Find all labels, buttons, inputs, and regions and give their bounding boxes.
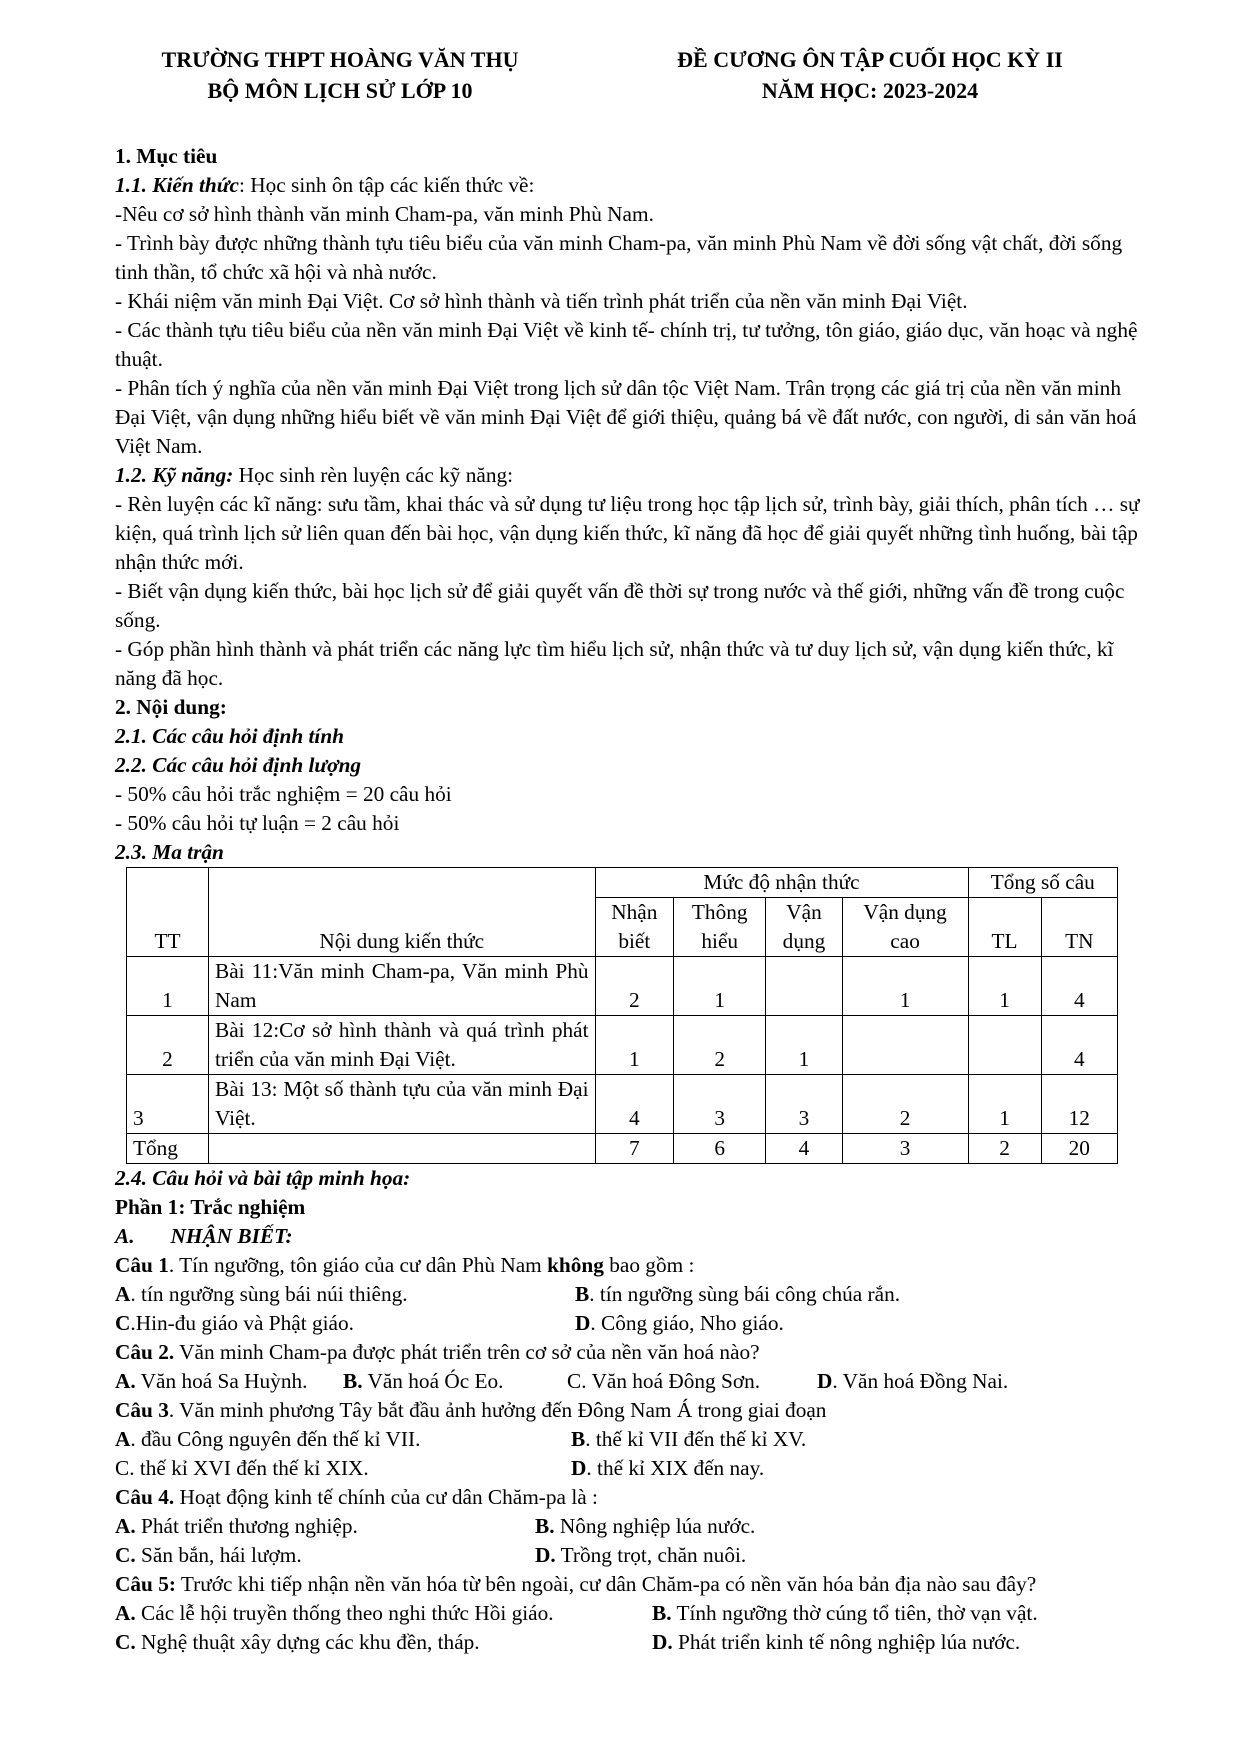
question-4-options-row-2 xyxy=(115,1541,1150,1570)
row-application: 3 xyxy=(766,1075,842,1134)
option-text: Các lễ hội truyền thống theo nghi thức Hồi giáo. xyxy=(135,1601,554,1625)
level-letter: A. xyxy=(115,1224,135,1248)
question-text: . Tín ngưỡng, tôn giáo của cư dân Phù Nam xyxy=(168,1253,548,1277)
skills-item: - Góp phần hình thành và phát triển các năng lực tìm hiểu lịch sử, nhận thức và tư duy lịch sử, vận dụng kiến thức, kĩ năng đã học. xyxy=(115,637,1114,690)
assessment-matrix-table xyxy=(126,867,1118,1164)
option-c[interactable] xyxy=(567,1367,817,1396)
header-application: Vận dụng xyxy=(766,898,842,957)
section-title-content: 2. Nội dung: xyxy=(115,695,227,719)
row-application xyxy=(766,957,842,1016)
option-text: Văn hoá Sa Huỳnh. xyxy=(135,1369,308,1393)
table-row xyxy=(127,957,1118,1016)
option-letter: A xyxy=(115,1282,131,1306)
option-c[interactable] xyxy=(115,1309,575,1338)
row-essay: 1 xyxy=(968,957,1041,1016)
row-advanced-application: 2 xyxy=(842,1075,968,1134)
option-letter: C xyxy=(115,1456,130,1480)
school-year: NĂM HỌC: 2023-2024 xyxy=(761,78,979,103)
option-text: .Hin-đu giáo và Phật giáo. xyxy=(130,1311,354,1335)
total-advanced-application: 3 xyxy=(842,1134,968,1164)
option-c[interactable] xyxy=(115,1541,535,1570)
option-letter: B. xyxy=(343,1369,363,1393)
option-text: Phát triển kinh tế nông nghiệp lúa nước. xyxy=(672,1630,1021,1654)
header-cognitive-level: Mức độ nhận thức xyxy=(595,868,968,898)
option-a[interactable] xyxy=(115,1280,575,1309)
row-tt: 2 xyxy=(127,1016,209,1075)
option-a[interactable] xyxy=(115,1599,652,1628)
header-total-questions: Tổng số câu xyxy=(968,868,1118,898)
option-letter: D xyxy=(575,1311,591,1335)
question-text: Hoạt động kinh tế chính của cư dân Chăm-pa là : xyxy=(174,1485,598,1509)
table-row xyxy=(127,1016,1118,1075)
row-advanced-application: 1 xyxy=(842,957,968,1016)
question-text: Trước khi tiếp nhận nền văn hóa từ bên ngoài, cư dân Chăm-pa có nền văn hóa bản địa nào sau đây? xyxy=(175,1572,1037,1596)
level-name: NHẬN BIẾT: xyxy=(170,1224,293,1248)
row-comprehension: 2 xyxy=(674,1016,766,1075)
option-text: . Công giáo, Nho giáo. xyxy=(590,1311,784,1335)
multiple-choice-ratio: - 50% câu hỏi trắc nghiệm = 20 câu hỏi xyxy=(115,782,452,806)
question-3-options-row-1 xyxy=(115,1425,1150,1454)
part1-heading: Phần 1: Trắc nghiệm xyxy=(115,1195,306,1219)
option-text: Trồng trọt, chăn nuôi. xyxy=(555,1543,747,1567)
total-empty xyxy=(209,1134,596,1164)
row-application: 1 xyxy=(766,1016,842,1075)
option-letter: C. xyxy=(115,1543,136,1567)
row-tt: 3 xyxy=(127,1075,209,1134)
row-essay: 1 xyxy=(968,1075,1041,1134)
header-comprehension: Thông hiểu xyxy=(674,898,766,957)
option-letter: A xyxy=(115,1427,131,1451)
row-content: Bài 12:Cơ sở hình thành và quá trình phát triển của văn minh Đại Việt. xyxy=(209,1016,596,1075)
header-advanced-application: Vận dụng cao xyxy=(842,898,968,957)
option-letter: C xyxy=(567,1369,582,1393)
department-name: BỘ MÔN LỊCH SỬ LỚP 10 xyxy=(207,78,473,103)
total-recognition: 7 xyxy=(595,1134,674,1164)
total-essay: 2 xyxy=(968,1134,1041,1164)
option-d[interactable] xyxy=(571,1454,764,1483)
document-body xyxy=(115,142,1150,1657)
illustrative-questions-heading: 2.4. Câu hỏi và bài tập minh họa: xyxy=(115,1166,411,1190)
knowledge-label: 1.1. Kiến thức xyxy=(115,173,239,197)
knowledge-item: - Các thành tựu tiêu biểu của nền văn minh Đại Việt về kinh tế- chính trị, tư tưởng, tôn giáo, giáo dục, văn hoạc và nghệ thuật. xyxy=(115,318,1138,371)
option-b[interactable] xyxy=(535,1512,755,1541)
question-5-options-row-2 xyxy=(115,1628,1150,1657)
row-comprehension: 1 xyxy=(674,957,766,1016)
knowledge-item: - Khái niệm văn minh Đại Việt. Cơ sở hình thành và tiến trình phát triển của nền văn minh Đại Việt. xyxy=(115,289,968,313)
total-label: Tổng xyxy=(127,1134,209,1164)
option-letter: D. xyxy=(535,1543,556,1567)
skills-item: - Rèn luyện các kĩ năng: sưu tầm, khai thác và sử dụng tư liệu trong học tập lịch sử, trình bày, giải thích, phân tích … sự kiện, quá trình lịch sử liên quan đến bài học, vận dụng kiến thức, kĩ năng đã học để giải quyết những tình huống, bài tập nhận thức mới. xyxy=(115,492,1140,574)
total-comprehension: 6 xyxy=(674,1134,766,1164)
option-d[interactable] xyxy=(575,1309,784,1338)
option-d[interactable] xyxy=(817,1367,1008,1396)
matrix-header-row xyxy=(127,868,1118,898)
header-content: Nội dung kiến thức xyxy=(209,868,596,957)
table-row xyxy=(127,1075,1118,1134)
header-left xyxy=(120,44,560,106)
row-content: Bài 11:Văn minh Cham-pa, Văn minh Phù Nam xyxy=(209,957,596,1016)
level-heading xyxy=(115,1222,1150,1251)
question-4 xyxy=(115,1483,1150,1512)
question-3 xyxy=(115,1396,1150,1425)
option-a[interactable] xyxy=(115,1367,343,1396)
question-5-options-row-1 xyxy=(115,1599,1150,1628)
option-text: . thế kỉ XIX đến nay. xyxy=(586,1456,765,1480)
skills-intro: Học sinh rèn luyện các kỹ năng: xyxy=(233,463,514,487)
quantitative-questions-heading: 2.2. Các câu hỏi định lượng xyxy=(115,753,362,777)
knowledge-intro: : Học sinh ôn tập các kiến thức về: xyxy=(239,173,535,197)
option-a[interactable] xyxy=(115,1512,535,1541)
total-application: 4 xyxy=(766,1134,842,1164)
option-text: Tính ngưỡng thờ cúng tổ tiên, thờ vạn vật. xyxy=(671,1601,1038,1625)
option-letter: C xyxy=(115,1311,131,1335)
question-number: Câu 1 xyxy=(115,1253,169,1277)
row-multiple-choice: 4 xyxy=(1041,957,1117,1016)
question-number: Câu 5: xyxy=(115,1572,176,1596)
section-title-objectives: 1. Mục tiêu xyxy=(115,144,218,168)
row-content: Bài 13: Một số thành tựu của văn minh Đại Việt. xyxy=(209,1075,596,1134)
option-b[interactable] xyxy=(343,1367,567,1396)
qualitative-questions-heading: 2.1. Các câu hỏi định tính xyxy=(115,724,345,748)
row-advanced-application xyxy=(842,1016,968,1075)
option-c[interactable] xyxy=(115,1454,571,1483)
skills-label: 1.2. Kỹ năng: xyxy=(115,463,234,487)
option-b[interactable] xyxy=(571,1425,806,1454)
option-letter: B xyxy=(575,1282,590,1306)
question-1 xyxy=(115,1251,1150,1280)
option-d[interactable] xyxy=(535,1541,746,1570)
row-essay xyxy=(968,1016,1041,1075)
total-multiple-choice: 20 xyxy=(1041,1134,1117,1164)
option-text: . Văn hoá Đồng Nai. xyxy=(832,1369,1009,1393)
knowledge-item: -Nêu cơ sở hình thành văn minh Cham-pa, văn minh Phù Nam. xyxy=(115,202,654,226)
option-d[interactable] xyxy=(652,1628,1020,1657)
question-1-options-row-1 xyxy=(115,1280,1150,1309)
option-c[interactable] xyxy=(115,1628,652,1657)
row-multiple-choice: 4 xyxy=(1041,1016,1117,1075)
option-letter: D. xyxy=(652,1630,673,1654)
option-letter: A. xyxy=(115,1601,136,1625)
question-4-options-row-1 xyxy=(115,1512,1150,1541)
option-text: . thế kỉ VII đến thế kỉ XV. xyxy=(585,1427,807,1451)
option-letter: B. xyxy=(652,1601,672,1625)
question-3-options-row-2 xyxy=(115,1454,1150,1483)
option-text: Phát triển thương nghiệp. xyxy=(135,1514,358,1538)
header-recognition: Nhận biết xyxy=(595,898,674,957)
option-letter: B. xyxy=(535,1514,555,1538)
document-title: ĐỀ CƯƠNG ÔN TẬP CUỐI HỌC KỲ II xyxy=(677,47,1063,72)
option-text: Nông nghiệp lúa nước. xyxy=(554,1514,756,1538)
skills-heading xyxy=(115,461,1150,490)
question-2-options-row xyxy=(115,1367,1150,1396)
question-number: Câu 2. xyxy=(115,1340,175,1364)
essay-ratio: - 50% câu hỏi tự luận = 2 câu hỏi xyxy=(115,811,400,835)
school-name: TRƯỜNG THPT HOÀNG VĂN THỤ xyxy=(161,47,519,72)
option-letter: D xyxy=(817,1369,833,1393)
header-essay: TL xyxy=(968,898,1041,957)
option-text: . Văn hoá Đông Sơn. xyxy=(581,1369,761,1393)
question-1-options-row-2 xyxy=(115,1309,1150,1338)
row-recognition: 2 xyxy=(595,957,674,1016)
option-letter: B xyxy=(571,1427,586,1451)
option-text: Săn bắn, hái lượm. xyxy=(135,1543,302,1567)
option-letter: A. xyxy=(115,1369,136,1393)
option-text: . tín ngưỡng sùng bái núi thiêng. xyxy=(130,1282,408,1306)
question-text: . Văn minh phương Tây bắt đầu ảnh hưởng đến Đông Nam Á trong giai đoạn xyxy=(168,1398,827,1422)
option-letter: A. xyxy=(115,1514,136,1538)
row-recognition: 1 xyxy=(595,1016,674,1075)
option-a[interactable] xyxy=(115,1425,571,1454)
question-text-end: bao gồm : xyxy=(603,1253,695,1277)
option-text: Văn hoá Óc Eo. xyxy=(362,1369,504,1393)
question-number: Câu 3 xyxy=(115,1398,169,1422)
option-text: . tín ngưỡng sùng bái công chúa rắn. xyxy=(589,1282,901,1306)
option-b[interactable] xyxy=(575,1280,900,1309)
row-tt: 1 xyxy=(127,957,209,1016)
matrix-total-row xyxy=(127,1134,1118,1164)
knowledge-item: - Phân tích ý nghĩa của nền văn minh Đại Việt trong lịch sử dân tộc Việt Nam. Trân trọng các giá trị của nền văn minh Đại Việt, vận dụng những hiểu biết về văn minh Đại Việt để giới thiệu, quảng bá về đất nước, con người, di sản văn hoá Việt Nam. xyxy=(115,376,1137,458)
knowledge-heading xyxy=(115,171,1150,200)
option-letter: D xyxy=(571,1456,587,1480)
knowledge-item: - Trình bày được những thành tựu tiêu biểu của văn minh Cham-pa, văn minh Phù Nam về đời sống vật chất, đời sống tinh thần, tổ chức xã hội và nhà nước. xyxy=(115,231,1123,284)
option-b[interactable] xyxy=(652,1599,1038,1628)
matrix-heading: 2.3. Ma trận xyxy=(115,840,224,864)
row-multiple-choice: 12 xyxy=(1041,1075,1117,1134)
option-text: . thế kỉ XVI đến thế kỉ XIX. xyxy=(129,1456,369,1480)
question-emphasis: không xyxy=(547,1253,604,1277)
question-text: Văn minh Cham-pa được phát triển trên cơ sở của nền văn hoá nào? xyxy=(174,1340,760,1364)
question-2 xyxy=(115,1338,1150,1367)
option-text: Nghệ thuật xây dựng các khu đền, tháp. xyxy=(135,1630,480,1654)
option-letter: C. xyxy=(115,1630,136,1654)
skills-item: - Biết vận dụng kiến thức, bài học lịch sử để giải quyết vấn đề thời sự trong nước và thế giới, những vấn đề trong cuộc sống. xyxy=(115,579,1125,632)
question-5 xyxy=(115,1570,1150,1599)
row-comprehension: 3 xyxy=(674,1075,766,1134)
header-right xyxy=(600,44,1140,106)
option-text: . đầu Công nguyên đến thế kỉ VII. xyxy=(130,1427,421,1451)
question-number: Câu 4. xyxy=(115,1485,175,1509)
header-tt: TT xyxy=(127,868,209,957)
row-recognition: 4 xyxy=(595,1075,674,1134)
header-multiple-choice: TN xyxy=(1041,898,1117,957)
